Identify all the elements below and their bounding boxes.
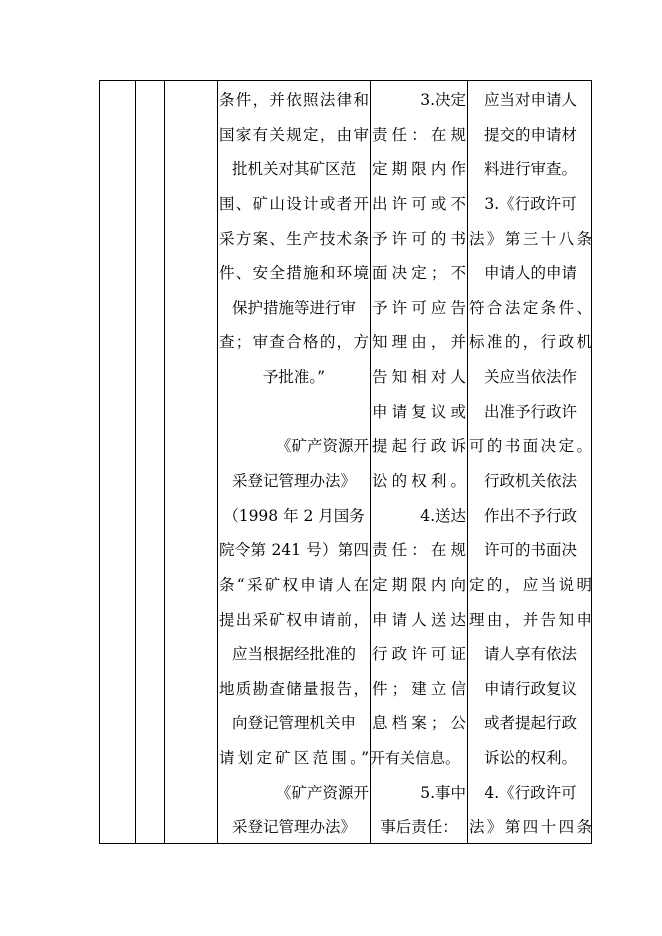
basis-line: 法》第三十八条 [469,229,592,248]
basis-line: 作出不予行政 [483,506,577,525]
responsibility-line: 4.送达 [420,506,466,525]
legal-basis-line: 围、矿山设计或者开 [219,194,369,213]
responsibility-line: 告知相对人 [372,368,466,387]
legal-basis-line: 请划定矿区范围。” [219,749,369,768]
basis-line: 标准的，行政机 [469,333,592,352]
legal-basis-line: 地质勘查储量报告， [219,679,369,698]
responsibility-line: 予许可应告 [372,298,466,317]
responsibility-line: 件；建立信 [372,679,466,698]
legal-basis-line: 采登记管理办法》 [231,818,356,837]
responsibility-line: 责任：在规 [372,541,466,560]
basis-line: 4.《行政许可 [484,783,577,802]
basis-line: 提交的申请材 [483,125,577,144]
responsibility-line: 讼的权利。 [372,472,466,490]
basis-line: 行政机关依法 [483,472,577,490]
column-divider [217,81,218,843]
basis-line: 可的书面决定。 [469,437,592,456]
legal-basis-line: 向登记管理机关申 [231,714,356,733]
legal-basis-line: 保护措施等进行审 [231,298,356,317]
legal-basis-line: 《矿产资源开 [275,437,369,456]
basis-line: 或者提起行政 [483,714,577,733]
legal-basis-line: 国家有关规定，由审 [219,125,369,144]
document-table [99,80,592,844]
legal-basis-line: 采登记管理办法》 [231,472,356,490]
basis-line: 定的，应当说明 [469,575,592,594]
basis-line: 理由，并告知申 [469,610,592,629]
legal-basis-line: 院令第 241 号）第四 [219,541,369,560]
responsibility-line: 提起行政诉 [372,437,466,456]
basis-line: 料进行审查。 [483,160,577,179]
responsibility-line: 5.事中 [420,783,466,802]
legal-basis-line: 予批准。” [262,368,326,387]
empty-cell-2 [135,81,164,843]
legal-basis-line: 条件，并依照法律和 [219,91,369,109]
legal-basis-line: 批机关对其矿区范 [231,160,356,179]
legal-basis-line: 查；审查合格的，方 [219,333,369,352]
column-divider [370,81,371,843]
legal-basis-line: 条“采矿权申请人在 [219,575,369,594]
legal-basis-line: （1998 年 2 月国务 [223,506,365,525]
basis-line: 申请行政复议 [483,679,577,698]
basis-line: 法》第四十四条 [469,818,592,837]
responsibility-line: 定期限内向 [372,575,466,594]
legal-basis-cell [219,81,369,843]
responsibility-line: 申请复议或 [372,402,466,421]
basis-line: 应当对申请人 [483,91,577,109]
empty-cell-3 [164,81,217,843]
responsibility-line: 3.决定 [420,91,466,109]
legal-basis-line: 采方案、生产技术条 [219,229,369,248]
responsibility-line: 责任：在规 [372,125,466,144]
responsibility-line: 开有关信息。 [370,749,461,768]
legal-basis-line [219,395,369,430]
responsibility-line: 定期限内作 [372,160,466,179]
legal-basis-line: 件、安全措施和环境 [219,264,369,283]
responsibility-cell [372,81,466,843]
legal-basis-line: 应当根据经批准的 [231,645,356,664]
basis-line: 请人享有依法 [483,645,577,664]
responsibility-line: 予许可的书 [372,229,466,248]
basis-line: 许可的书面决 [483,541,577,560]
basis-line: 申请人的申请 [483,264,577,283]
responsibility-line: 出许可或不 [372,194,466,213]
responsibility-line: 知理由，并 [372,333,466,352]
responsibility-line: 行政许可证 [372,645,466,664]
responsibility-line: 面决定；不 [372,264,466,283]
responsibility-line: 申请人送达 [372,610,466,629]
empty-cell-1 [100,81,135,843]
column-divider [467,81,468,843]
basis-line: 3.《行政许可 [484,194,577,213]
basis-line: 关应当依法作 [483,368,577,387]
legal-basis-line: 提出采矿权申请前， [219,610,369,629]
basis-line: 出准予行政许 [483,402,577,421]
basis-line: 诉讼的权利。 [483,749,577,768]
basis-line: 符合法定条件、 [469,298,592,317]
responsibility-line: 息档案；公 [372,714,466,733]
responsibility-basis-cell [469,81,592,843]
responsibility-line: 事后责任： [380,818,458,837]
legal-basis-line: 《矿产资源开 [275,783,369,802]
